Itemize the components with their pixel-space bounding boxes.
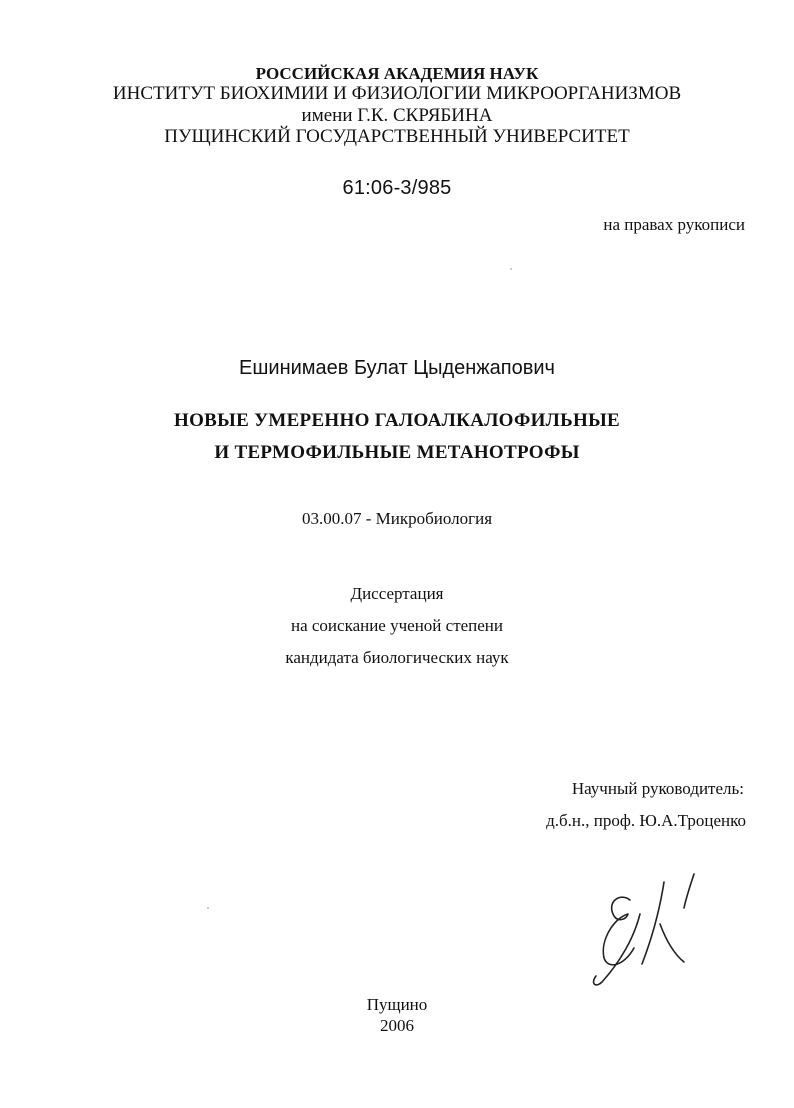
catalog-code: 61:06-3/985 [342,177,452,199]
degree-line-2: на соискание ученой степени [290,616,504,635]
degree-line-3: кандидата биологических наук [285,648,509,667]
institute-heading: ИНСТИТУТ БИОХИМИИ И ФИЗИОЛОГИИ МИКРООРГАНИЗМОВ [112,83,682,104]
institute-named-after: имени Г.К. СКРЯБИНА [301,105,493,126]
dissertation-title-line-1: НОВЫЕ УМЕРЕННО ГАЛОАЛКАЛОФИЛЬНЫЕ [173,410,621,431]
supervisor-label: Научный руководитель: [571,779,744,798]
academy-heading: РОССИЙСКАЯ АКАДЕМИЯ НАУК [255,64,539,83]
handwritten-signature [568,858,728,998]
footer-year: 2006 [380,1016,414,1035]
author-name: Ешинимаев Булат Цыденжапович [239,357,555,379]
manuscript-note: на правах рукописи [603,215,745,234]
specialty-code: 03.00.07 - Микробиология [301,509,493,528]
degree-line-1: Диссертация [350,584,444,603]
footer-city: Пущино [366,995,428,1014]
scan-speck [510,268,512,270]
dissertation-title-line-2: И ТЕРМОФИЛЬНЫЕ МЕТАНОТРОФЫ [214,442,580,463]
scan-speck [207,907,209,909]
university-heading: ПУЩИНСКИЙ ГОСУДАРСТВЕННЫЙ УНИВЕРСИТЕТ [164,126,630,147]
supervisor-name: д.б.н., проф. Ю.А.Троценко [546,811,746,830]
